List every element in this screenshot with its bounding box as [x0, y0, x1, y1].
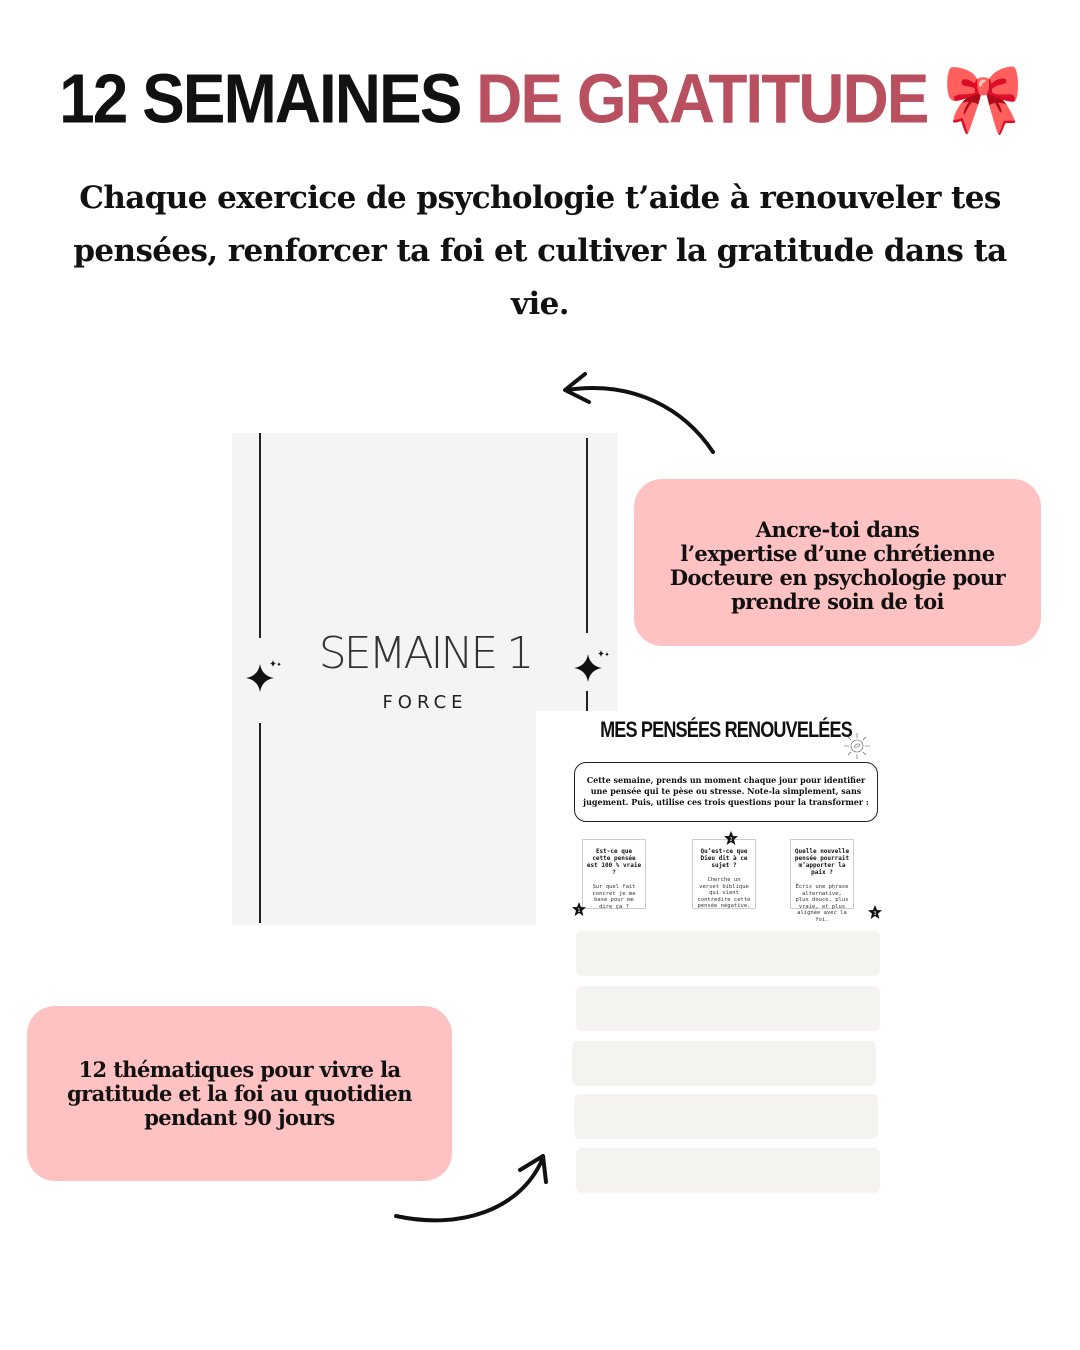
question-hint: Écris une phrase alternative, plus douce, plus vraie, et plus alignée avec la foi. [795, 884, 849, 923]
question-text: Qu’est-ce que Dieu dit à ce sujet ? [700, 848, 748, 869]
week-theme: FORCE [382, 692, 468, 713]
worksheet-intro: Cette semaine, prends un moment chaque jour pour identifier une pensée qui te pèse ou stresse. Note-la simplement, sans jugement. Puis, utilise ces trois questions pour la transformer : [574, 762, 878, 822]
writing-line-4[interactable] [574, 1094, 878, 1139]
dove-emblem-icon [842, 731, 872, 761]
svg-text:1: 1 [577, 908, 581, 914]
curved-arrow-bottom-icon [390, 1148, 560, 1228]
star-number-1-icon [572, 902, 586, 916]
question-hint: Cherche un verset biblique qui vient contredire cette pensée négative. [697, 877, 751, 909]
svg-text:2: 2 [729, 837, 733, 843]
page-subtitle: Chaque exercice de psychologie t’aide à renouveler tes pensées, renforcer ta foi et cultiver la gratitude dans ta vie. [73, 180, 1007, 322]
callout-expertise: Ancre-toi dans l’expertise d’une chrétienne Docteure en psychologie pour prendre soin de toi [634, 479, 1041, 646]
callout-themes: 12 thématiques pour vivre la gratitude et la foi au quotidien pendant 90 jours [27, 1006, 452, 1181]
question-text: Est-ce que cette pensée est 100 % vraie ? [586, 848, 642, 876]
ribbon-icon: 🎀 [943, 60, 1021, 138]
page-title [0, 59, 1080, 140]
week-title: SEMAINE 1 [318, 628, 532, 679]
title-main: 12 SEMAINES [59, 60, 461, 138]
writing-line-3[interactable] [572, 1041, 876, 1086]
worksheet [536, 711, 896, 1211]
question-card-1 [582, 839, 646, 909]
worksheet-title: MES PENSÉES RENOUVELÉES [600, 717, 852, 742]
question-card-3 [790, 839, 854, 923]
writing-line-2[interactable] [576, 986, 880, 1031]
writing-line-1[interactable] [576, 931, 880, 976]
question-card-2 [692, 839, 756, 909]
star-number-3-icon [868, 905, 882, 919]
question-hint: Sur quel fait concret je me base pour me dire ça ? [592, 884, 636, 910]
title-accent: DE GRATITUDE [476, 60, 928, 138]
question-text: Quelle nouvelle pensée pourrait m’apporter la paix ? [794, 848, 850, 876]
star-number-2-icon [724, 831, 738, 845]
writing-line-5[interactable] [576, 1148, 880, 1193]
svg-text:3: 3 [873, 911, 877, 917]
